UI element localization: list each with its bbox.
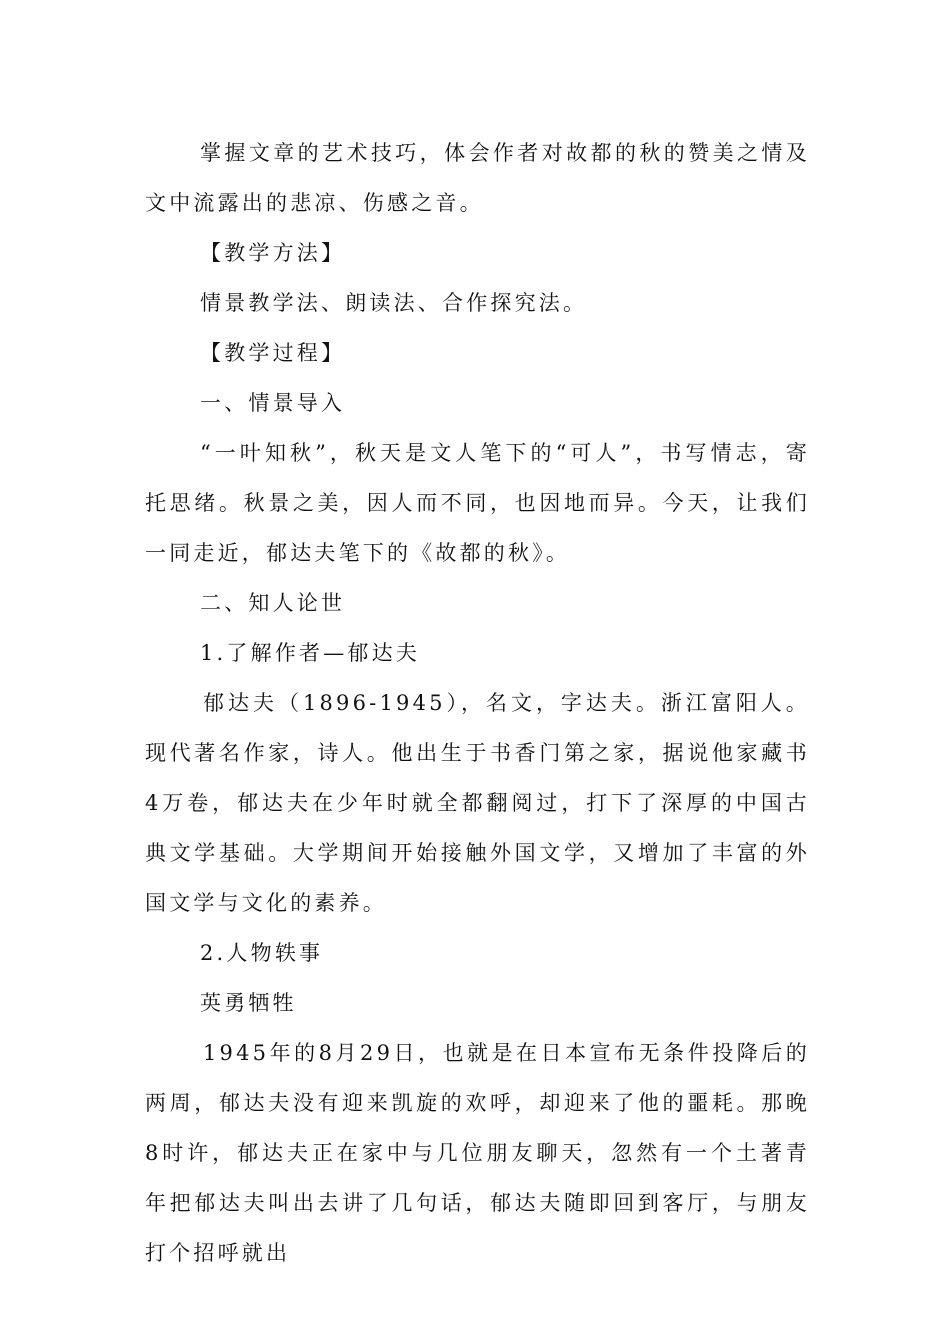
section-heading-introduction: 一、情景导入 bbox=[200, 391, 346, 415]
paragraph-introduction: “一叶知秋”，秋天是文人笔下的“可人”，书写情志，寄托思绪。秋景之美，因人而不同，也因地而异。今天，让我们一同走近，郁达夫笔下的《故都的秋》。 bbox=[145, 441, 810, 565]
heading-teaching-process: 【教学过程】 bbox=[200, 341, 346, 365]
section-heading-author-context: 二、知人论世 bbox=[200, 591, 346, 615]
subheading-anecdotes: 2.人物轶事 bbox=[200, 941, 324, 965]
subheading-about-author: 1.了解作者—郁达夫 bbox=[200, 641, 421, 665]
paragraph-methods: 情景教学法、朗读法、合作探究法。 bbox=[200, 291, 588, 315]
paragraph-objective: 掌握文章的艺术技巧，体会作者对故都的秋的赞美之情及文中流露出的悲凉、伤感之音。 bbox=[145, 141, 810, 215]
document-body bbox=[145, 128, 810, 1278]
heading-teaching-methods: 【教学方法】 bbox=[200, 241, 346, 265]
subheading-heroic-sacrifice: 英勇牺牲 bbox=[200, 991, 297, 1015]
paragraph-author-bio: 郁达夫（1896-1945），名文，字达夫。浙江富阳人。现代著名作家，诗人。他出生于书香门第之家，据说他家藏书4万卷，郁达夫在少年时就全都翻阅过，打下了深厚的中国古典文学基础。大学期间开始接触外国文学，又增加了丰富的外国文学与文化的素养。 bbox=[145, 691, 810, 915]
paragraph-sacrifice-story: 1945年的8月29日，也就是在日本宣布无条件投降后的两周，郁达夫没有迎来凯旋的欢呼，却迎来了他的噩耗。那晚8时许，郁达夫正在家中与几位朋友聊天，忽然有一个土著青年把郁达夫叫出去讲了几句话，郁达夫随即回到客厅，与朋友打个招呼就出 bbox=[145, 1041, 810, 1265]
